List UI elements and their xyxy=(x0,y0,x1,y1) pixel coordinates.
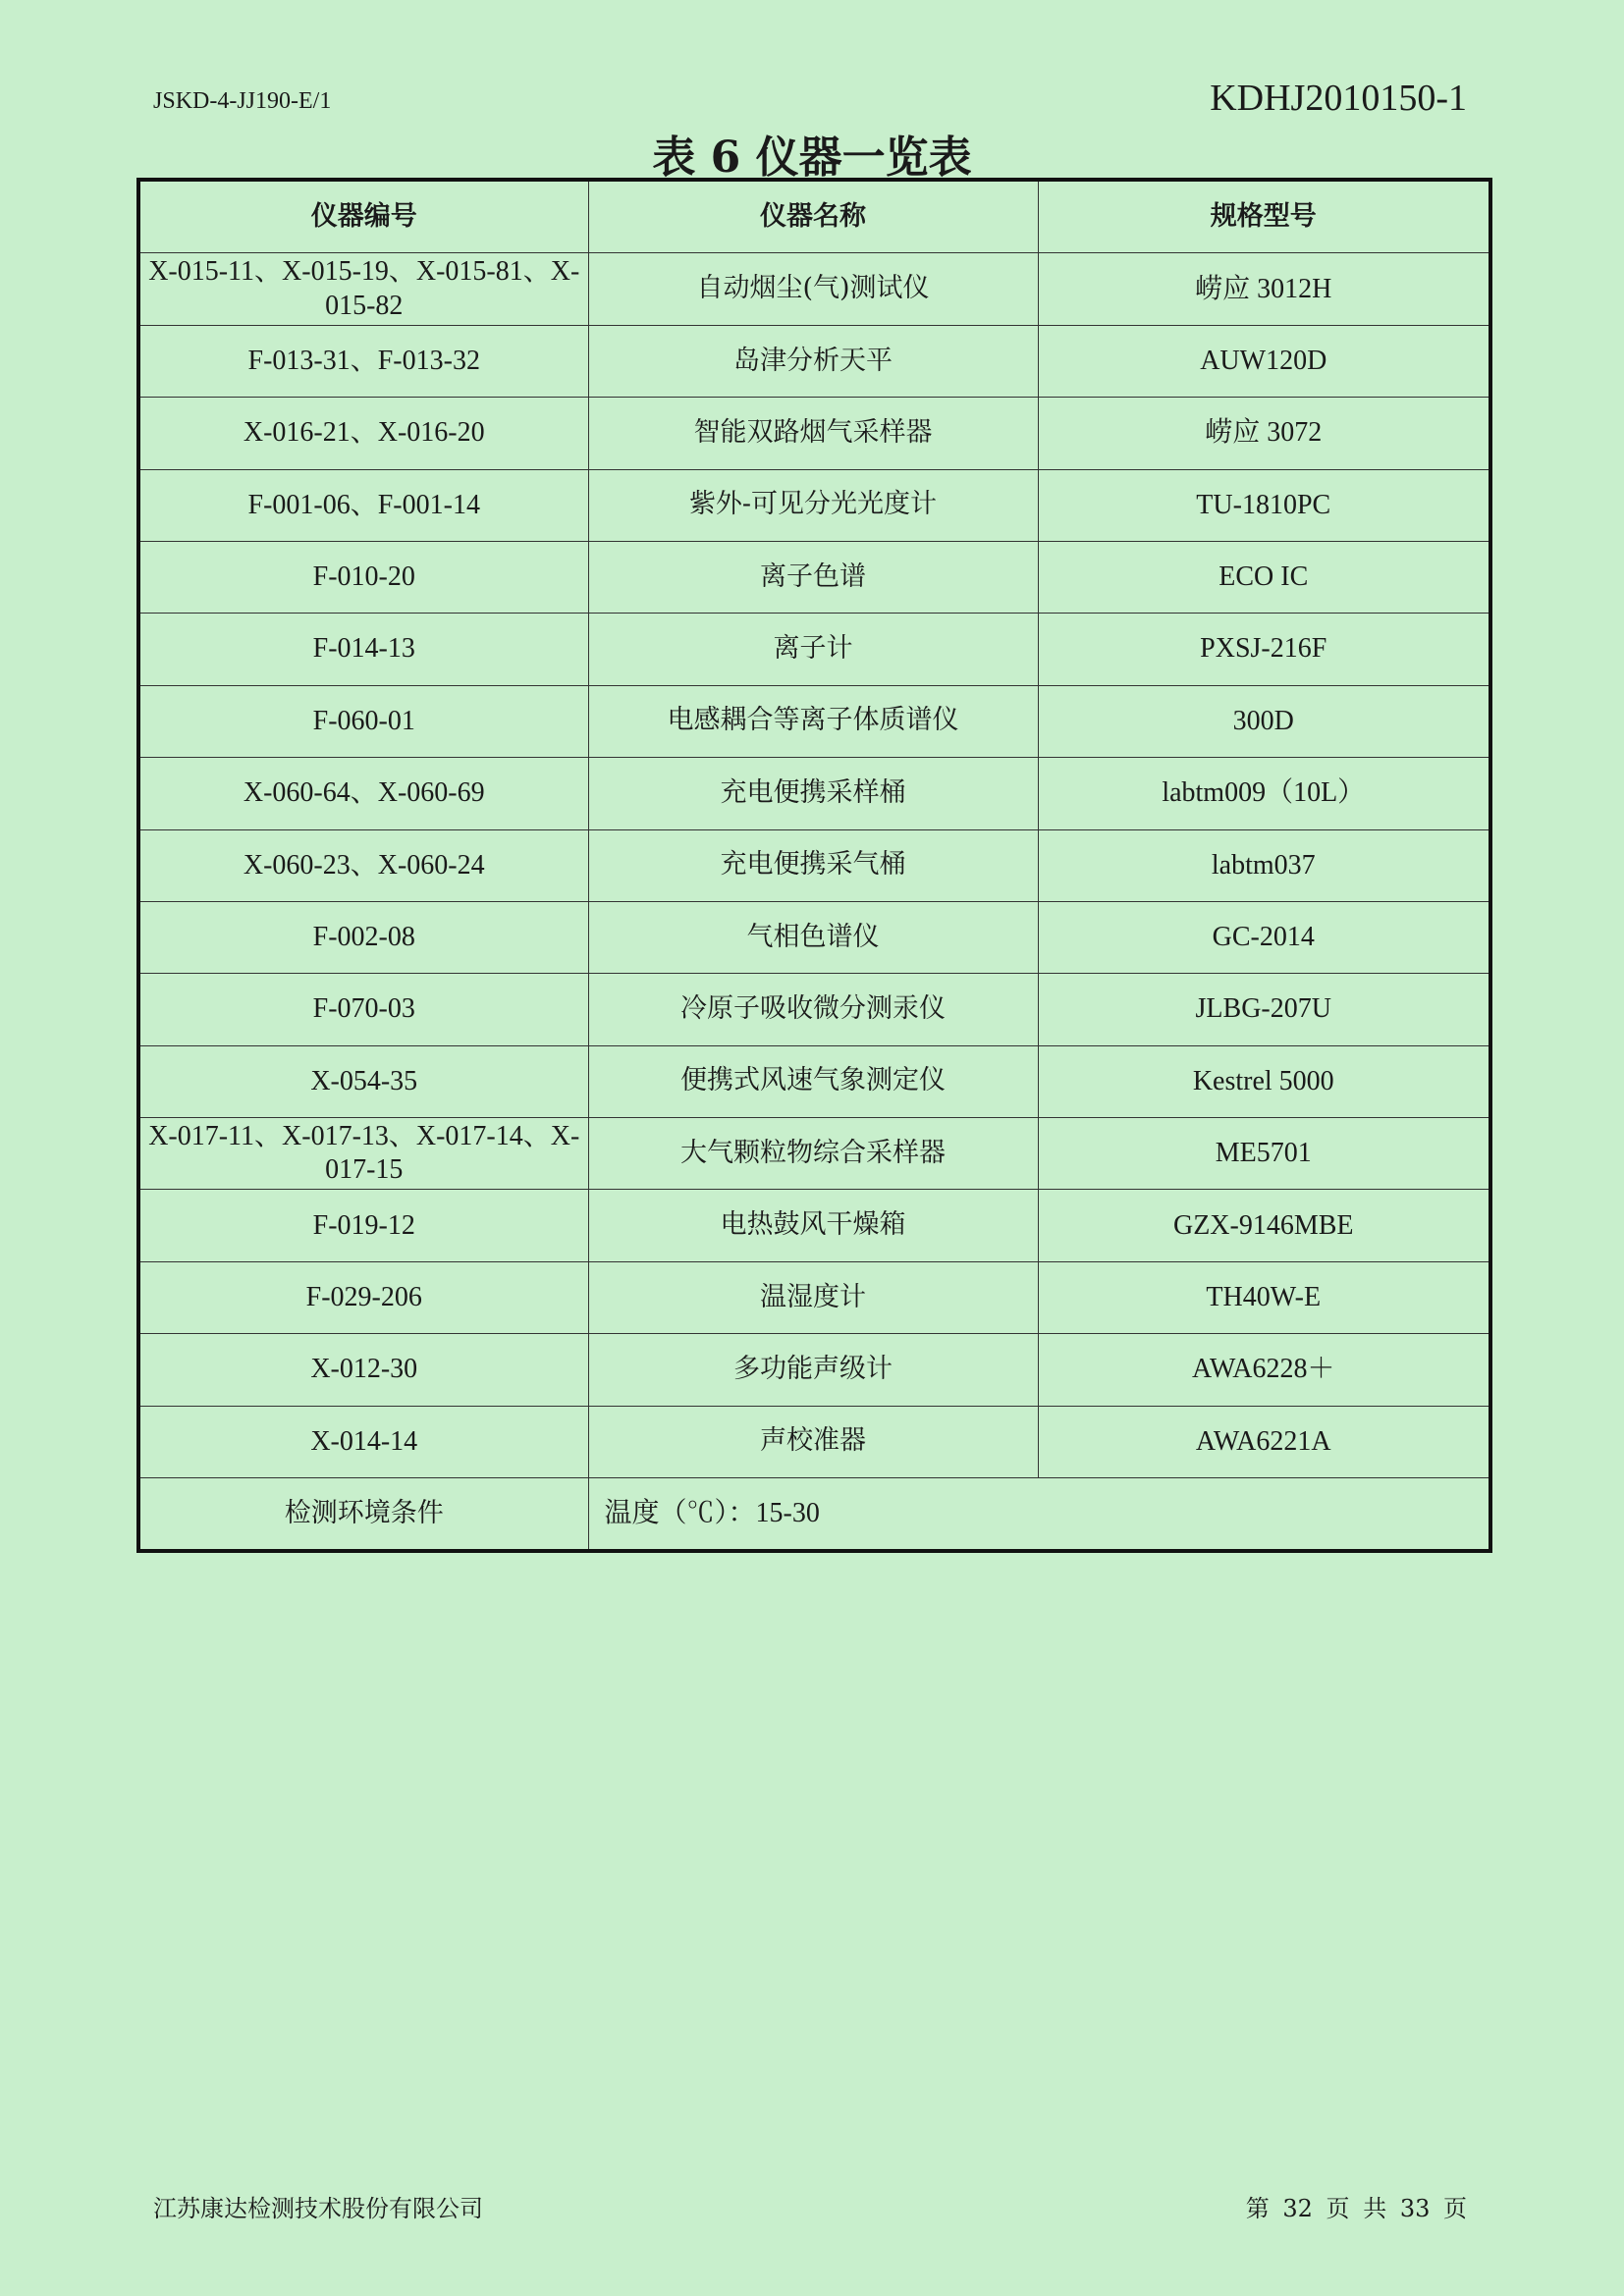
instrument-model: ME5701 xyxy=(1038,1118,1490,1190)
instrument-name: 充电便携采气桶 xyxy=(588,829,1038,901)
table-row xyxy=(138,469,1490,541)
table-row xyxy=(138,974,1490,1045)
column-header-id: 仪器编号 xyxy=(138,180,588,253)
table-title: 表 6 仪器一览表 xyxy=(652,133,972,183)
instrument-name: 声校准器 xyxy=(588,1406,1038,1477)
instrument-name: 紫外-可见分光光度计 xyxy=(588,469,1038,541)
instrument-model: 崂应 3072 xyxy=(1038,398,1490,469)
instrument-name: 气相色谱仪 xyxy=(588,901,1038,973)
table-row xyxy=(138,253,1490,325)
instrument-model: labtm009（10L） xyxy=(1038,758,1490,829)
instrument-id: F-013-31、F-013-32 xyxy=(138,325,588,397)
instrument-model: TU-1810PC xyxy=(1038,469,1490,541)
instrument-id: X-060-64、X-060-69 xyxy=(138,758,588,829)
table-row xyxy=(138,685,1490,757)
instrument-model: JLBG-207U xyxy=(1038,974,1490,1045)
column-header-model: 规格型号 xyxy=(1038,180,1490,253)
environment-row xyxy=(138,1478,1490,1552)
instrument-name: 多功能声级计 xyxy=(588,1334,1038,1406)
instrument-table xyxy=(136,178,1492,1553)
instrument-id: X-014-14 xyxy=(138,1406,588,1477)
document-code: JSKD-4-JJ190-E/1 xyxy=(153,88,332,114)
instrument-name: 电热鼓风干燥箱 xyxy=(588,1190,1038,1261)
instrument-name: 离子计 xyxy=(588,614,1038,685)
instrument-name: 电感耦合等离子体质谱仪 xyxy=(588,685,1038,757)
instrument-name: 温湿度计 xyxy=(588,1261,1038,1333)
instrument-id: F-029-206 xyxy=(138,1261,588,1333)
instrument-id: X-012-30 xyxy=(138,1334,588,1406)
company-name: 江苏康达检测技术股份有限公司 xyxy=(153,2195,483,2222)
table-header-row xyxy=(138,180,1490,253)
table-row xyxy=(138,1334,1490,1406)
column-header-name: 仪器名称 xyxy=(588,180,1038,253)
instrument-id: X-054-35 xyxy=(138,1045,588,1117)
table-row xyxy=(138,541,1490,613)
instrument-id: F-019-12 xyxy=(138,1190,588,1261)
table-row xyxy=(138,1406,1490,1477)
instrument-name: 智能双路烟气采样器 xyxy=(588,398,1038,469)
instrument-id: F-010-20 xyxy=(138,541,588,613)
instrument-id: X-015-11、X-015-19、X-015-81、X-015-82 xyxy=(138,253,588,325)
instrument-id: X-017-11、X-017-13、X-017-14、X-017-15 xyxy=(138,1118,588,1190)
report-number: KDHJ2010150-1 xyxy=(1210,78,1467,119)
table-row xyxy=(138,1190,1490,1261)
instrument-model: AWA6228＋ xyxy=(1038,1334,1490,1406)
instrument-model: Kestrel 5000 xyxy=(1038,1045,1490,1117)
instrument-id: X-060-23、X-060-24 xyxy=(138,829,588,901)
table-row xyxy=(138,758,1490,829)
instrument-id: F-014-13 xyxy=(138,614,588,685)
page-number: 第 32 页 共 33 页 xyxy=(1245,2195,1467,2222)
instrument-name: 充电便携采样桶 xyxy=(588,758,1038,829)
instrument-table-container xyxy=(136,178,1489,1553)
instrument-id: F-070-03 xyxy=(138,974,588,1045)
environment-label: 检测环境条件 xyxy=(138,1478,588,1552)
table-row xyxy=(138,398,1490,469)
instrument-name: 大气颗粒物综合采样器 xyxy=(588,1118,1038,1190)
table-row xyxy=(138,1045,1490,1117)
table-row xyxy=(138,1118,1490,1190)
instrument-model: PXSJ-216F xyxy=(1038,614,1490,685)
instrument-name: 冷原子吸收微分测汞仪 xyxy=(588,974,1038,1045)
instrument-model: AWA6221A xyxy=(1038,1406,1490,1477)
instrument-id: X-016-21、X-016-20 xyxy=(138,398,588,469)
instrument-id: F-001-06、F-001-14 xyxy=(138,469,588,541)
instrument-name: 自动烟尘(气)测试仪 xyxy=(588,253,1038,325)
instrument-name: 便携式风速气象测定仪 xyxy=(588,1045,1038,1117)
instrument-model: labtm037 xyxy=(1038,829,1490,901)
instrument-model: GC-2014 xyxy=(1038,901,1490,973)
table-row xyxy=(138,325,1490,397)
instrument-model: TH40W-E xyxy=(1038,1261,1490,1333)
instrument-model: ECO IC xyxy=(1038,541,1490,613)
instrument-id: F-060-01 xyxy=(138,685,588,757)
instrument-name: 离子色谱 xyxy=(588,541,1038,613)
environment-value: 温度（℃）：15-30 xyxy=(588,1478,1490,1552)
instrument-name: 岛津分析天平 xyxy=(588,325,1038,397)
instrument-model: AUW120D xyxy=(1038,325,1490,397)
table-row xyxy=(138,614,1490,685)
table-row xyxy=(138,1261,1490,1333)
table-row xyxy=(138,829,1490,901)
instrument-model: 300D xyxy=(1038,685,1490,757)
instrument-model: GZX-9146MBE xyxy=(1038,1190,1490,1261)
instrument-id: F-002-08 xyxy=(138,901,588,973)
table-row xyxy=(138,901,1490,973)
instrument-model: 崂应 3012H xyxy=(1038,253,1490,325)
